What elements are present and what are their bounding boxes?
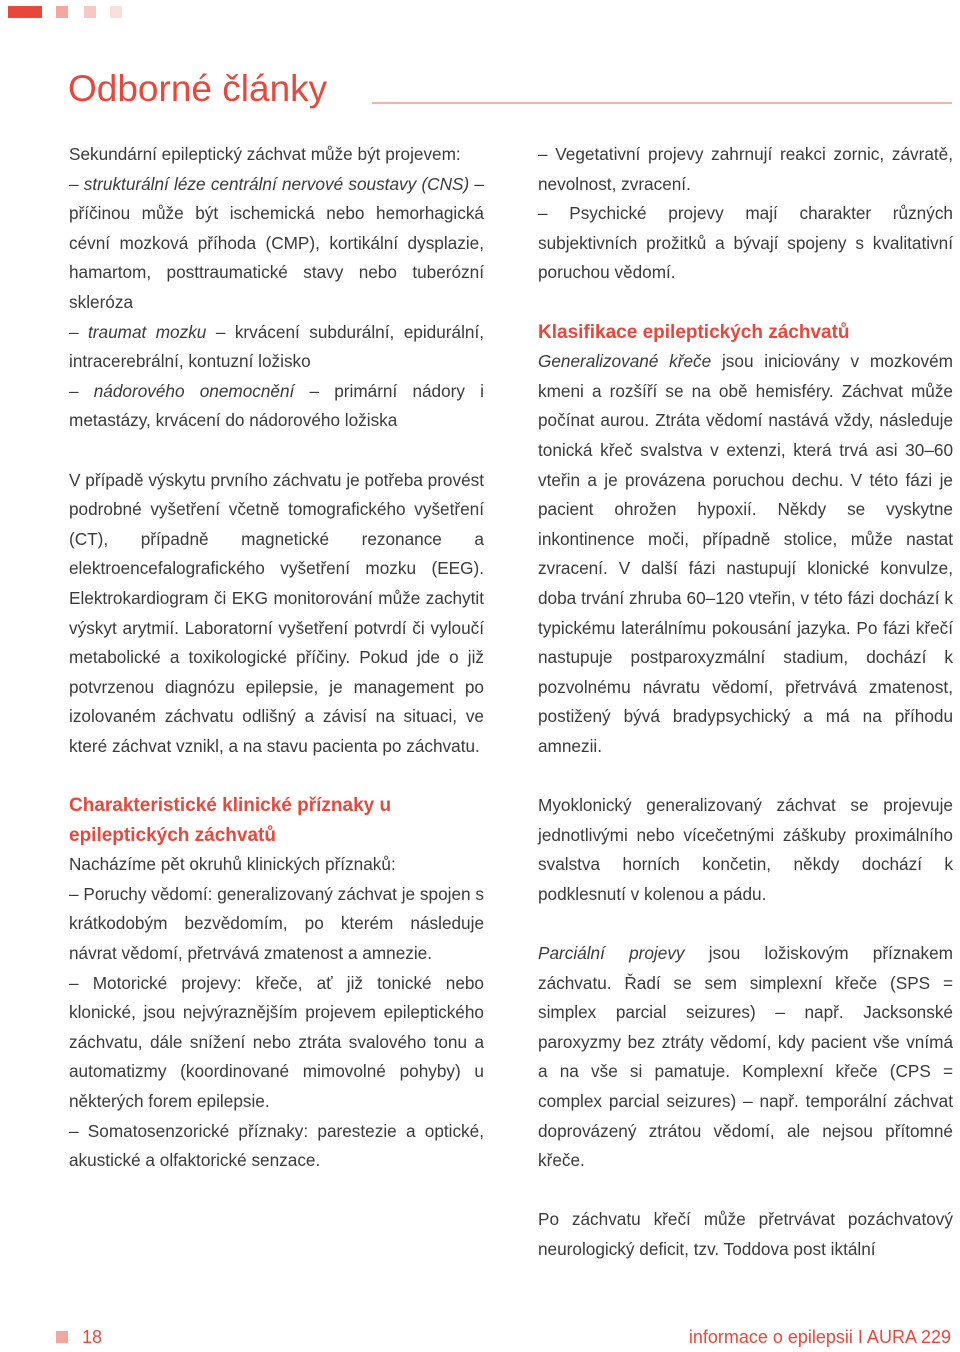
list-item-somatosensory: – Somatosenzorické příznaky: parestezie a optické, akustické a olfaktorické senzace. xyxy=(69,1120,484,1171)
journal-name: informace o epilepsii I AURA 229 xyxy=(688,1327,951,1347)
list-item-cns xyxy=(69,170,484,318)
right-column xyxy=(538,140,953,1265)
list-item-tumor xyxy=(69,377,484,436)
left-column xyxy=(69,140,484,1176)
symptoms-intro: Nacházíme pět okruhů klinických příznaků: xyxy=(69,854,396,875)
myoclonic-paragraph: Myoklonický generalizovaný záchvat se projevuje jednotlivými nebo vícečetnými záškuby proximálního svalstva horních končetin, někdy dochází k podklesnutí v kolenou a pádu. xyxy=(538,795,953,904)
list-item-tumor-text: – primární nádory i metastázy, krvácení do nádorového ložiska xyxy=(69,380,484,431)
list-item-psychic: – Psychické projevy mají charakter různých subjektivních prožitků a bývají spojeny s kvalitativní poruchou vědomí. xyxy=(538,203,953,283)
section-heading-symptoms: Charakteristické klinické příznaky u epileptických záchvatů xyxy=(69,795,392,846)
list-item-tumor-term: – nádorového onemocnění xyxy=(69,380,295,401)
page-number: 18 xyxy=(82,1327,103,1347)
list-item-trauma-term: – traumat mozku xyxy=(69,321,207,342)
list-item-consciousness: – Poruchy vědomí: generalizovaný záchvat je spojen s krátkodobým bezvědomím, po kterém následuje návrat vědomí, přetrvává zmatenost a amnezie. xyxy=(69,883,484,964)
partial-term: Parciální projevy xyxy=(538,943,685,964)
page-title: Odborné články xyxy=(68,68,328,109)
list-item-trauma-text: – krvácení subdurální, epidurální, intracerebrální, kontuzní ložisko xyxy=(69,321,484,372)
list-item-cns-text: – příčinou může být ischemická nebo hemorhagická cévní mozková příhoda (CMP), kortikální dysplazie, hamartom, posttraumatické stavy nebo tuberózní skleróza xyxy=(69,173,484,312)
postictal-paragraph: Po záchvatu křečí může přetrvávat pozáchvatový neurologický deficit, tzv. Toddova post iktální xyxy=(538,1209,953,1259)
header-square-3 xyxy=(84,6,96,18)
generalized-text: jsou iniciovány v mozkovém kmeni a rozšíří se na obě hemisféry. Záchvat může počínat aurou. Ztráta vědomí nastává vždy, následuje tonická křeč svalstva v extenzi, která trvá asi 30–60 vteřin a je provázena poruchou dechu. V této fázi je pacient ohrožen hypoxií. Někdy se vyskytne inkontinence moči, případně stolice, může nastat zvracení. V další fázi nastupují klonické konvulze, doba trvání zhruba 60–120 vteřin, v této fázi dochází k typickému laterálnímu pokousání jazyka. Po fázi křečí nastupuje postparoxyzmální stadium, dochází k pozvolnému návratu vědomí, přetrvává zmatenost, postižený bývá bradypsychický a má na příhodu amnezii. xyxy=(538,351,953,756)
list-item-vegetative: – Vegetativní projevy zahrnují reakci zornic, závratě, nevolnost, zvracení. xyxy=(538,144,953,194)
partial-paragraph xyxy=(538,939,953,1176)
list-item-motor: – Motorické projevy: křeče, ať již tonické nebo klonické, jsou nejvýraznějším projevem epileptického záchvatu, dále snížení nebo ztráta svalového tonu a automatizmy (koordinované mimovolné pohyby) u některých forem epilepsie. xyxy=(69,972,484,1111)
header-square-2 xyxy=(56,6,68,18)
list-item-cns-term: – strukturální léze centrální nervové soustavy (CNS) xyxy=(69,173,470,194)
title-rule xyxy=(372,102,952,104)
diagnostics-paragraph: V případě výskytu prvního záchvatu je potřeba provést podrobné vyšetření včetně tomografického vyšetření (CT), případně magnetické rezonance a elektroencefalografického vyšetření mozku (EEG). Elektrokardiogram či EKG monitorování může zachytit výskyt arytmií. Laboratorní vyšetření potvrdí či vyloučí metabolické a toxikologické příčiny. Pokud jde o již potvrzenou diagnózu epilepsie, je management po izolovaném záchvatu odlišný a závisí na situaci, ve které záchvat vznikl, a na stavu pacienta po záchvatu. xyxy=(69,469,484,756)
intro-paragraph: Sekundární epileptický záchvat může být projevem: xyxy=(69,144,461,164)
list-item-trauma xyxy=(69,318,484,377)
footer-square xyxy=(56,1331,68,1343)
partial-text: jsou ložiskovým příznakem záchvatu. Řadí se sem simplexní křeče (SPS = simplex parcial seizures) – např. Jacksonské paroxyzmy bez ztráty vědomí, kdy pacient vše vnímá a na vše si pamatuje. Komplexní křeče (CPS = complex parcial seizures) – např. temporální záchvat doprovázený ztrátou vědomí, ale nejsou přítomné křeče. xyxy=(538,943,953,1171)
section-heading-classification: Klasifikace epileptických záchvatů xyxy=(538,321,850,343)
generalized-paragraph xyxy=(538,347,953,761)
generalized-term: Generalizované křeče xyxy=(538,351,712,372)
header-square-1 xyxy=(8,6,42,18)
header-square-4 xyxy=(110,6,122,18)
